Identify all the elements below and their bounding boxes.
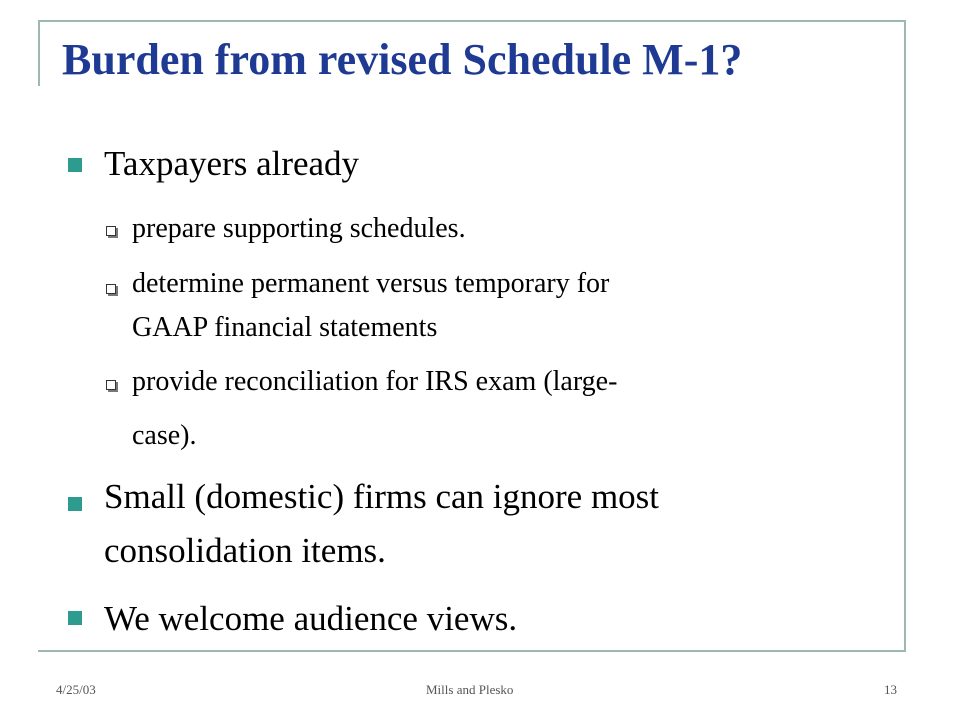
sub-bullet-3-line-1: provide reconciliation for IRS exam (large- — [132, 366, 618, 397]
slide-title: Burden from revised Schedule M-1? — [62, 35, 743, 84]
footer-date: 4/25/03 — [56, 682, 96, 697]
footer-page-number: 13 — [884, 682, 897, 697]
bullet-square-icon — [68, 497, 82, 511]
frame-right-line — [904, 20, 906, 650]
footer-center-text: Mills and Plesko — [426, 682, 514, 697]
bullet-2-line-2: consolidation items. — [104, 531, 386, 570]
bullet-2-line-1: Small (domestic) firms can ignore most — [104, 477, 660, 516]
bullet-1-text: Taxpayers already — [104, 144, 360, 183]
sub-bullet-2-line-1: determine permanent versus temporary for — [132, 268, 610, 299]
sub-bullet-square-icon — [106, 226, 116, 236]
sub-bullet-square-icon — [106, 284, 116, 294]
frame-bottom-line — [38, 650, 906, 652]
frame-top-line — [38, 20, 906, 22]
sub-bullet-3-line-2: case). — [132, 420, 197, 451]
frame-left-line — [38, 20, 40, 86]
sub-bullet-1-text: prepare supporting schedules. — [132, 213, 466, 244]
sub-bullet-2-line-2: GAAP financial statements — [132, 312, 438, 343]
bullet-3-text: We welcome audience views. — [104, 599, 518, 638]
sub-bullet-square-icon — [106, 380, 116, 390]
bullet-square-icon — [68, 611, 82, 625]
bullet-square-icon — [68, 158, 82, 172]
